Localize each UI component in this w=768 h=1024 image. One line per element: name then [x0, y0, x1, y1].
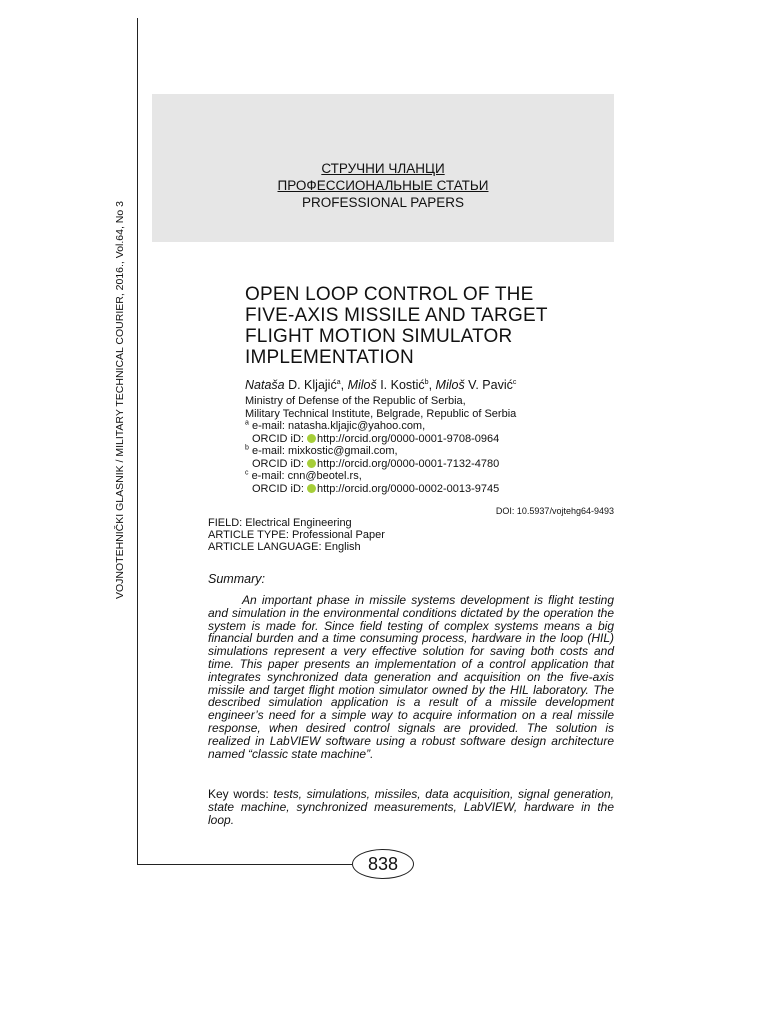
- orcid-label: ORCID iD:: [252, 432, 307, 445]
- keywords-block: [208, 788, 614, 826]
- doi[interactable]: DOI: 10.5937/vojtehg64-9493: [495, 506, 614, 516]
- orcid-label: ORCID iD:: [252, 457, 307, 470]
- author-surname: V. Pavić: [464, 378, 513, 392]
- orcid-link[interactable]: http://orcid.org/0000-0001-9708-0964: [317, 432, 500, 445]
- field-line: FIELD: Electrical Engineering: [208, 517, 352, 529]
- orcid-link[interactable]: http://orcid.org/0000-0002-0013-9745: [317, 482, 500, 495]
- author-first-name: Miloš: [435, 378, 465, 392]
- orcid-label: ORCID iD:: [252, 482, 307, 495]
- footer-horizontal-rule: [137, 864, 352, 865]
- author-list: Nataša D. Kljajić$^a$, Miloš I. Kostić$^b$, Miloš V. Pavić$^c$: [245, 378, 517, 392]
- author-surname: D. Kljajić: [284, 378, 337, 392]
- affiliation-line: Ministry of Defense of the Republic of Serbia,: [245, 395, 466, 407]
- orcid-icon: [307, 459, 316, 468]
- title-line: FLIGHT MOTION SIMULATOR: [245, 326, 513, 347]
- abstract-text: An important phase in missile systems development is flight testing and simulation in the environmental conditions dictated by the operation the system is made for. Since field testing of complex systems means a big financial burden and a time consuming process, hardware in the loop (HIL) simulations represent a very effective solution for saving both costs and time. This paper presents an implementation of a control application that integrates synchronized data generation and acquisition on the five-axis missile and target flight motion simulator owned by the HIL laboratory. The described simulation application is a result of a missile development engineer’s need for a simple way to acquire information on a real missile response, when desired control signals are provided. The solution is realized in LabVIEW software using a robust software design architecture named “classic state machine”.: [208, 593, 614, 761]
- summary-heading: Summary:: [208, 572, 265, 586]
- page-number: 838: [352, 849, 414, 879]
- paper-title: [245, 284, 625, 368]
- article-language-line: ARTICLE LANGUAGE: English: [208, 541, 361, 553]
- title-line: FIVE-AXIS MISSILE AND TARGET: [245, 305, 548, 326]
- contact-mark: b: [245, 444, 249, 452]
- article-meta: [208, 517, 385, 553]
- affiliation-line: Military Technical Institute, Belgrade, Republic of Serbia: [245, 407, 517, 420]
- contact-mark: a: [245, 419, 249, 427]
- author-email: e-mail: mixkostic@gmail.com,: [251, 445, 398, 457]
- title-line: IMPLEMENTATION: [245, 347, 414, 368]
- orcid-icon: [307, 484, 316, 493]
- margin-vertical-rule: [137, 18, 138, 864]
- author-email: e-mail: cnn@beotel.rs,: [251, 470, 362, 482]
- keywords-label: Key words:: [208, 787, 274, 801]
- author-mark: b: [424, 378, 429, 386]
- keywords-text: tests, simulations, missiles, data acquisition, signal generation, state machine, synchronized measurements, LabVIEW, hardware in the loop.: [208, 787, 614, 827]
- orcid-link[interactable]: http://orcid.org/0000-0001-7132-4780: [317, 457, 500, 470]
- section-english: PROFESSIONAL PAPERS: [301, 195, 465, 210]
- section-header-box: [152, 94, 614, 242]
- affiliation-block: [245, 395, 516, 495]
- author-email: e-mail: natasha.kljajic@yahoo.com,: [251, 420, 426, 432]
- journal-side-text: VOJNOTEHNIČKI GLASNIK / MILITARY TECHNICAL COURIER, 2016., Vol.64, No 3: [114, 201, 126, 599]
- author-surname: I. Kostić: [376, 378, 425, 392]
- author-mark: c: [512, 378, 517, 386]
- author-mark: a: [336, 378, 341, 386]
- article-type-line: ARTICLE TYPE: Professional Paper: [208, 529, 385, 541]
- author-first-name: Nataša: [245, 378, 285, 392]
- section-russian: ПРОФЕССИОНАЛЬНЫЕ СТАТЬИ: [277, 178, 489, 193]
- orcid-icon: [307, 434, 316, 443]
- title-line: OPEN LOOP CONTROL OF THE: [245, 284, 534, 305]
- section-serbian: СТРУЧНИ ЧЛАНЦИ: [321, 161, 445, 176]
- author-first-name: Miloš: [347, 378, 377, 392]
- contact-mark: c: [245, 469, 249, 477]
